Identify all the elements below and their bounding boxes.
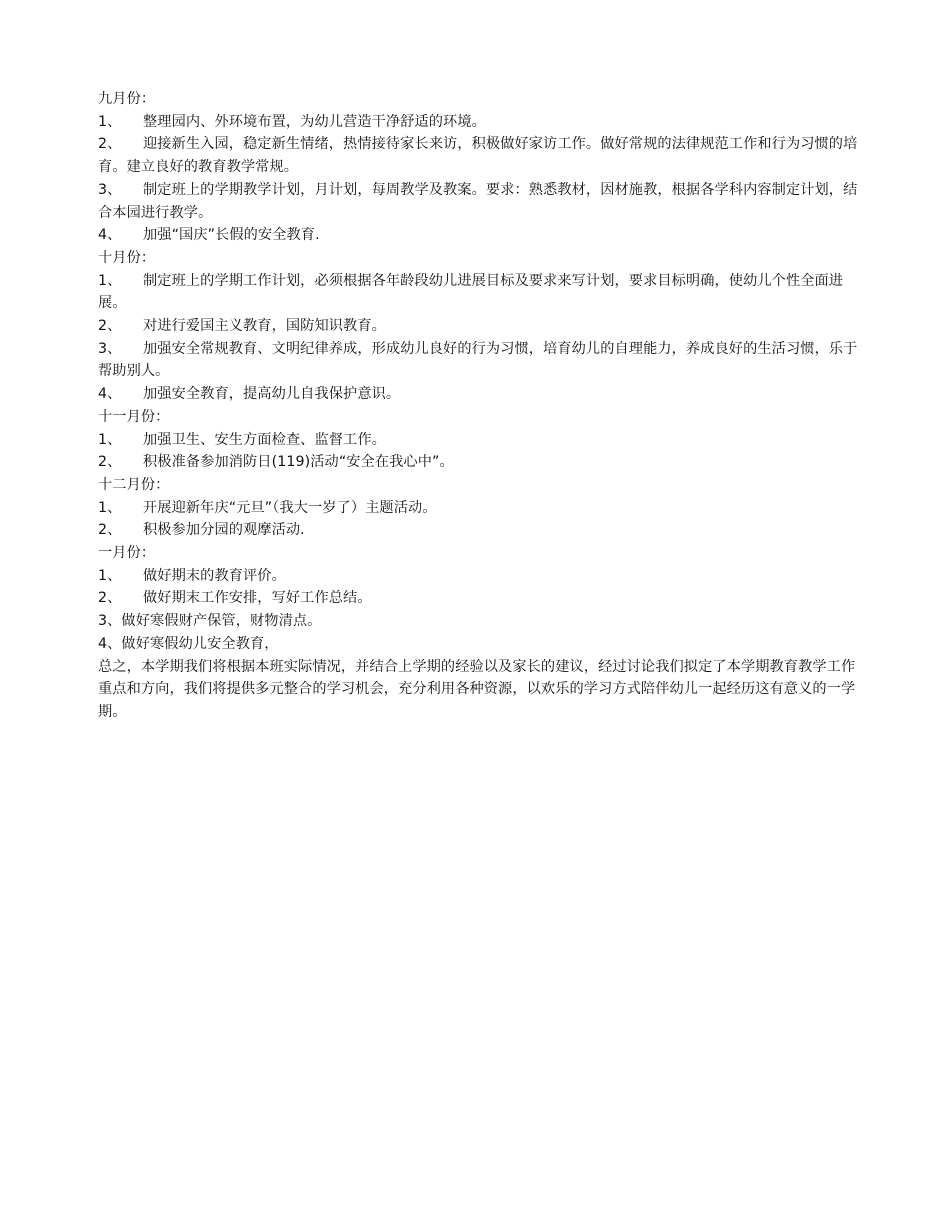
heading-december: 十二月份： [98, 476, 170, 493]
list-item: 1、 整理园内、外环境布置，为幼儿营造干净舒适的环境。 [98, 113, 486, 130]
list-item: 1、 制定班上的学期工作计划，必须根据各年龄段幼儿进展目标及要求来写计划，要求目标明确，使幼儿个性全面进展。 [98, 272, 844, 312]
document-body [89, 88, 864, 724]
list-item: 1、 加强卫生、安生方面检查、监督工作。 [98, 431, 386, 448]
list-item: 1、 做好期末的教育评价。 [98, 567, 286, 584]
list-item: 2、 积极参加分园的观摩活动. [98, 522, 305, 539]
list-item: 3、 加强安全常规教育、文明纪律养成，形成幼儿良好的行为习惯，培育幼儿的自理能力，养成良好的生活习惯，乐于帮助别人。 [98, 340, 858, 380]
list-item: 4、 加强“国庆”长假的安全教育. [98, 227, 320, 244]
summary-paragraph: 总之，本学期我们将根据本班实际情况，并结合上学期的经验以及家长的建议，经过讨论我们拟定了本学期教育教学工作重点和方向，我们将提供多元整合的学习机会，充分利用各种资源，以欢乐的学习方式陪伴幼儿一起经历这有意义的一学期。 [98, 658, 856, 720]
heading-september: 九月份： [98, 91, 156, 107]
list-item: 2、 对进行爱国主义教育，国防知识教育。 [98, 318, 386, 335]
list-item: 3、 制定班上的学期教学计划，月计划，每周教学及教案。要求：熟悉教材，因材施教，根据各学科内容制定计划，结合本园进行教学。 [98, 181, 858, 221]
list-item: 4、做好寒假幼儿安全教育， [98, 635, 279, 652]
list-item: 4、 加强安全教育，提高幼儿自我保护意识。 [98, 386, 401, 403]
list-item: 1、 开展迎新年庆“元旦”（我大一岁了）主题活动。 [98, 499, 437, 516]
list-item: 2、 做好期末工作安排，写好工作总结。 [98, 590, 372, 607]
list-item: 3、做好寒假财产保管，财物清点。 [98, 613, 322, 630]
list-item: 2、 积极准备参加消防日(119)活动“安全在我心中”。 [98, 454, 454, 471]
heading-november: 十一月份： [98, 408, 170, 425]
heading-january: 一月份： [98, 545, 156, 562]
list-item: 2、 迎接新生入园，稳定新生情绪，热情接待家长来访，积极做好家访工作。做好常规的法律规范工作和行为习惯的培育。建立良好的教育教学常规。 [98, 136, 858, 176]
heading-october: 十月份： [98, 249, 156, 266]
